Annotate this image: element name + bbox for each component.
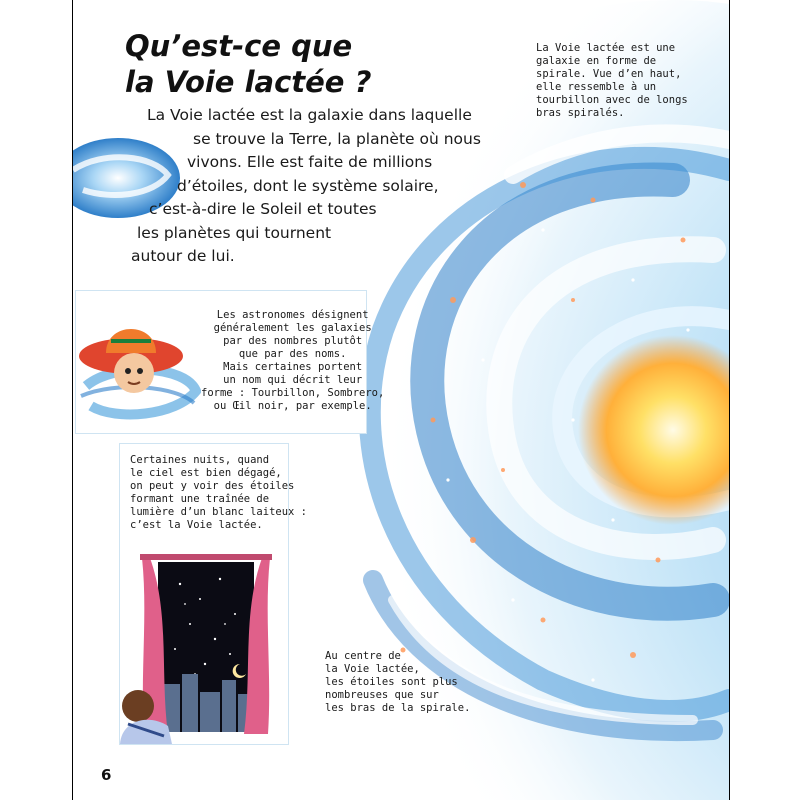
caption-line: galaxie en forme de [536, 55, 657, 67]
caption-line: Les astronomes désignent [216, 309, 369, 321]
astronomers-caption [201, 309, 384, 413]
caption-line: Au centre de [325, 650, 401, 662]
center-caption [325, 650, 470, 715]
caption-line: elle ressemble à un [536, 81, 657, 93]
book-page [72, 0, 730, 800]
caption-line: La Voie lactée est une [536, 42, 676, 54]
caption-line: tourbillon avec de longs [536, 94, 688, 106]
title-line: la Voie lactée ? [125, 65, 372, 99]
sombrero-boy-illustration [76, 291, 201, 431]
intro-line: les planètes qui tournent [137, 223, 332, 242]
page-number: 6 [101, 766, 112, 784]
caption-line: bras spiralés. [536, 107, 625, 119]
caption-line: formant une traînée de [130, 493, 270, 505]
caption-line: forme : Tourbillon, Sombrero, [201, 387, 385, 399]
intro-line: se trouve la Terre, la planète où nous [193, 129, 481, 148]
spiral-caption [536, 42, 688, 120]
caption-line: un nom qui décrit leur [223, 374, 363, 386]
caption-line: généralement les galaxies [213, 322, 372, 334]
intro-paragraph [73, 104, 493, 269]
caption-line: que par des noms. [238, 348, 347, 360]
window-night-sky-illustration [120, 554, 288, 744]
astronomers-panel [75, 290, 385, 434]
caption-line: c’est la Voie lactée. [130, 519, 263, 531]
nights-panel [119, 443, 308, 745]
intro-line: c’est-à-dire le Soleil et toutes [149, 200, 377, 218]
page-title [125, 28, 371, 100]
caption-line: par des nombres plutôt [223, 335, 363, 347]
caption-line: les bras de la spirale. [325, 702, 471, 714]
intro-line: d’étoiles, dont le système solaire, [177, 176, 439, 195]
nights-caption [130, 454, 307, 532]
caption-line: Certaines nuits, quand [130, 454, 270, 466]
caption-line: lumière d’un blanc laiteux : [130, 506, 308, 518]
caption-line: spirale. Vue d’en haut, [536, 68, 682, 80]
caption-line: ou Œil noir, par exemple. [213, 400, 372, 412]
caption-line: nombreuses que sur [325, 689, 439, 701]
caption-line: Mais certaines portent [223, 361, 363, 373]
intro-line: La Voie lactée est la galaxie dans laquelle [147, 106, 472, 124]
title-line: Qu’est-ce que [125, 29, 353, 63]
caption-line: on peut y voir des étoiles [130, 480, 295, 492]
caption-line: la Voie lactée, [325, 663, 420, 675]
caption-line: le ciel est bien dégagé, [130, 467, 282, 479]
intro-line: autour de lui. [131, 247, 235, 265]
intro-line: vivons. Elle est faite de millions [187, 153, 433, 171]
caption-line: les étoiles sont plus [325, 676, 458, 688]
